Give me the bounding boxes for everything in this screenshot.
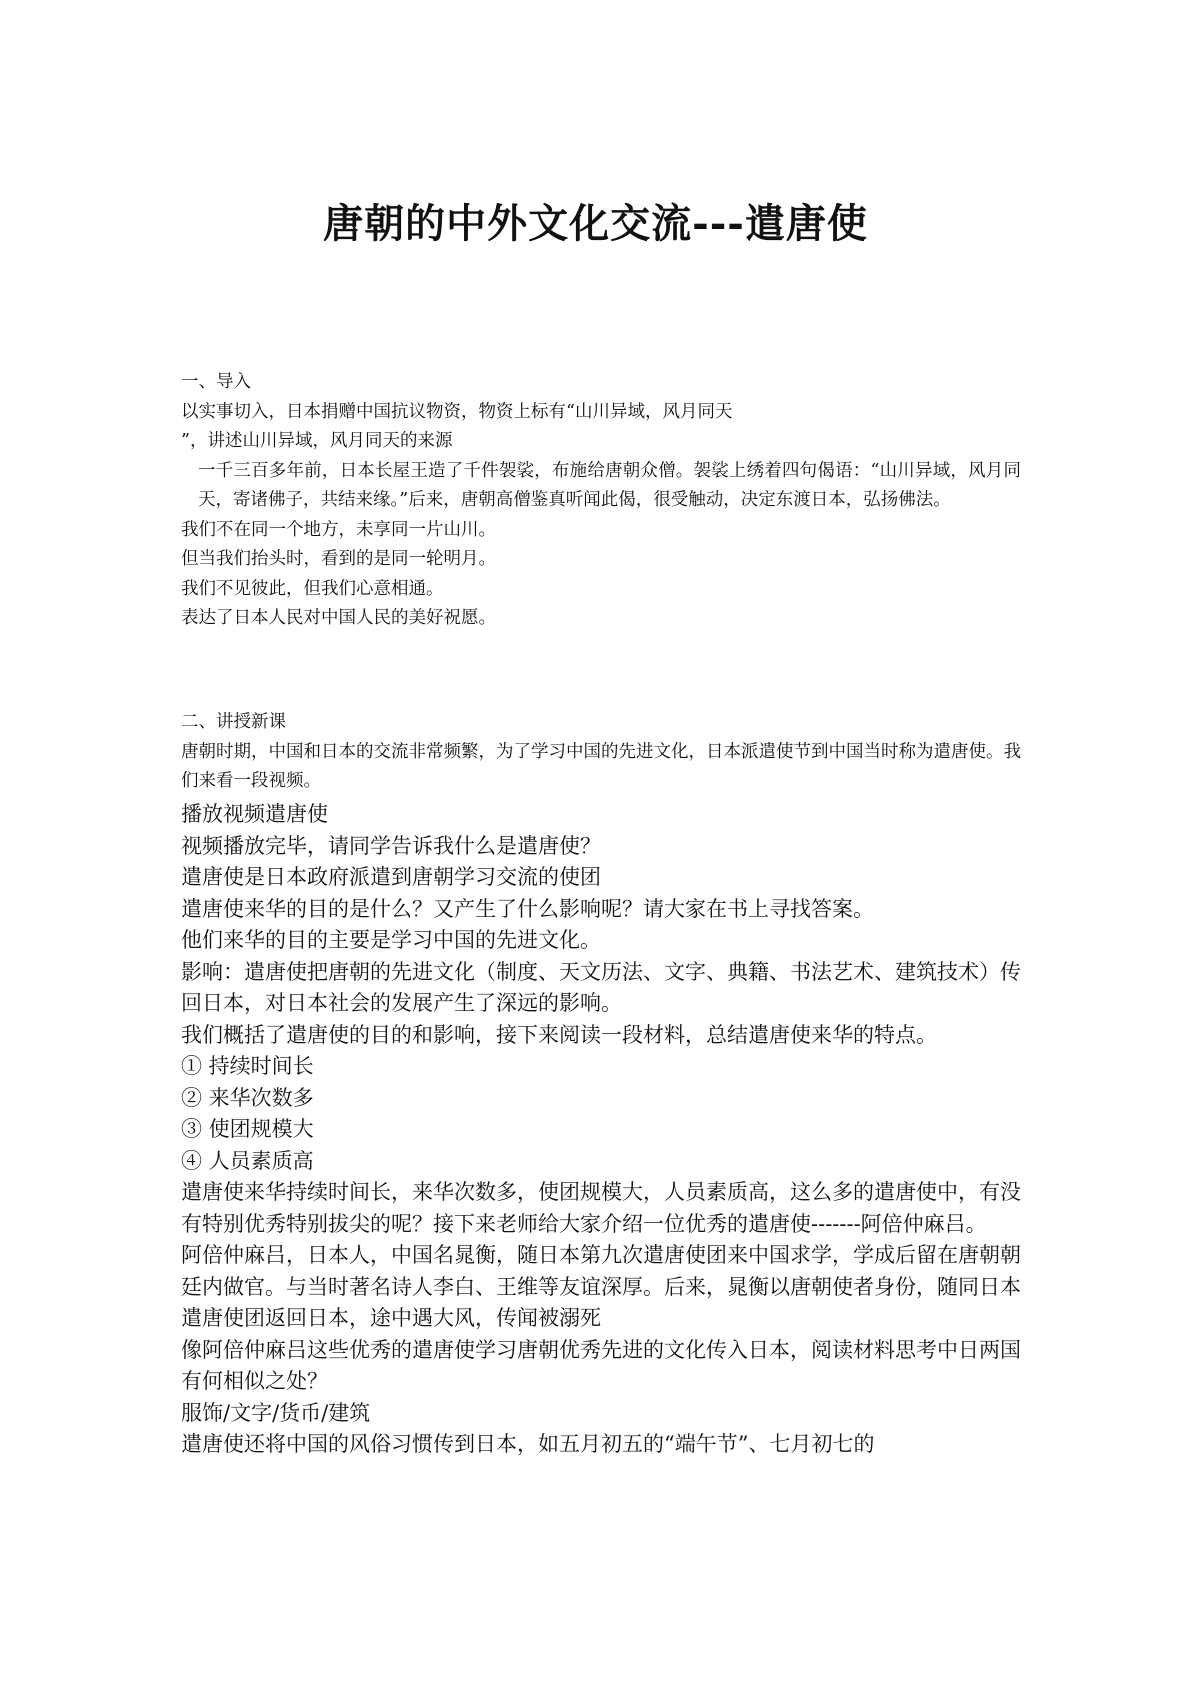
paragraph-compare: 像阿倍仲麻吕这些优秀的遣唐使学习唐朝优秀先进的文化传入日本，阅读材料思考中日两国有何相似之处？	[181, 1337, 1021, 1393]
paragraph-abe: 阿倍仲麻吕，日本人，中国名晁衡，随日本第九次遣唐使团来中国求学，学成后留在唐朝朝廷内做官。与当时著名诗人李白、王维等友谊深厚。后来，晁衡以唐朝使者身份，随同日本遣唐使团返回日本，途中遇大风，传闻被溺死	[181, 1243, 1021, 1330]
text-line: 视频播放完毕，请同学告诉我什么是遣唐使？	[181, 833, 601, 858]
paragraph-intro: 唐朝时期，中国和日本的交流非常频繁，为了学习中国的先进文化，日本派遣使节到中国当时称为遣唐使。我们来看一段视频。	[181, 741, 1021, 791]
text-line: 以实事切入，日本捐赠中国抗议物资，物资上标有“山川异域，风月同天	[181, 401, 733, 422]
section-heading: 二、讲授新课	[181, 712, 286, 732]
verse-line: 但当我们抬头时，看到的是同一轮明月。	[181, 549, 496, 569]
document-title: 唐朝的中外文化交流---遣唐使	[323, 200, 868, 247]
text-line: 他们来华的目的主要是学习中国的先进文化。	[181, 928, 601, 952]
feature-item: ③ 使团规模大	[181, 1117, 314, 1141]
text-line: 遣唐使来华的目的是什么？又产生了什么影响呢？请大家在书上寻找答案。	[181, 896, 874, 921]
feature-item: ② 来华次数多	[181, 1085, 314, 1110]
verse-line: 我们不在同一个地方，未享同一片山川。	[181, 519, 496, 540]
paragraph-origin: 一千三百多年前，日本长屋王造了千件袈裟，布施给唐朝众僧。袈裟上绣着四句偈语：“山川异域，风月同天，寄诸佛子，共结来缘。”后来，唐朝高僧鉴真听闻此偈，很受触动，决定东渡日本，弘扬佛法。	[198, 460, 1021, 510]
section-new-lesson	[181, 708, 1021, 797]
text-line: 遣唐使是日本政府派遣到唐朝学习交流的使团	[181, 865, 601, 889]
text-line: 遣唐使还将中国的风俗习惯传到日本，如五月初五的“端午节”、七月初七的	[181, 1432, 875, 1456]
feature-item: ④ 人员素质高	[181, 1148, 314, 1173]
section-intro	[181, 368, 1021, 634]
text-line: 播放视频遣唐使	[181, 802, 328, 826]
paragraph-summary: 我们概括了遣唐使的目的和影响，接下来阅读一段材料，总结遣唐使来华的特点。	[181, 1022, 937, 1047]
paragraph-excellent: 遣唐使来华持续时间长，来华次数多，使团规模大，人员素质高，这么多的遣唐使中，有没有特别优秀特别拔尖的呢？接下来老师给大家介绍一位优秀的遣唐使-------阿倍仲麻吕。	[181, 1180, 1021, 1236]
text-line: 服饰/文字/货币/建筑	[181, 1400, 371, 1425]
paragraph-influence: 影响：遣唐使把唐朝的先进文化（制度、天文历法、文字、典籍、书法艺术、建筑技术）传回日本，对日本社会的发展产生了深远的影响。	[181, 959, 1021, 1015]
verse-line: 表达了日本人民对中国人民的美好祝愿。	[181, 608, 496, 628]
text-line: ”，讲述山川异域，风月同天的来源	[181, 431, 453, 451]
feature-item: ① 持续时间长	[181, 1054, 314, 1078]
verse-line: 我们不见彼此，但我们心意相通。	[181, 578, 444, 599]
section-new-lesson-body	[181, 799, 1021, 1461]
section-heading: 一、导入	[181, 372, 251, 392]
